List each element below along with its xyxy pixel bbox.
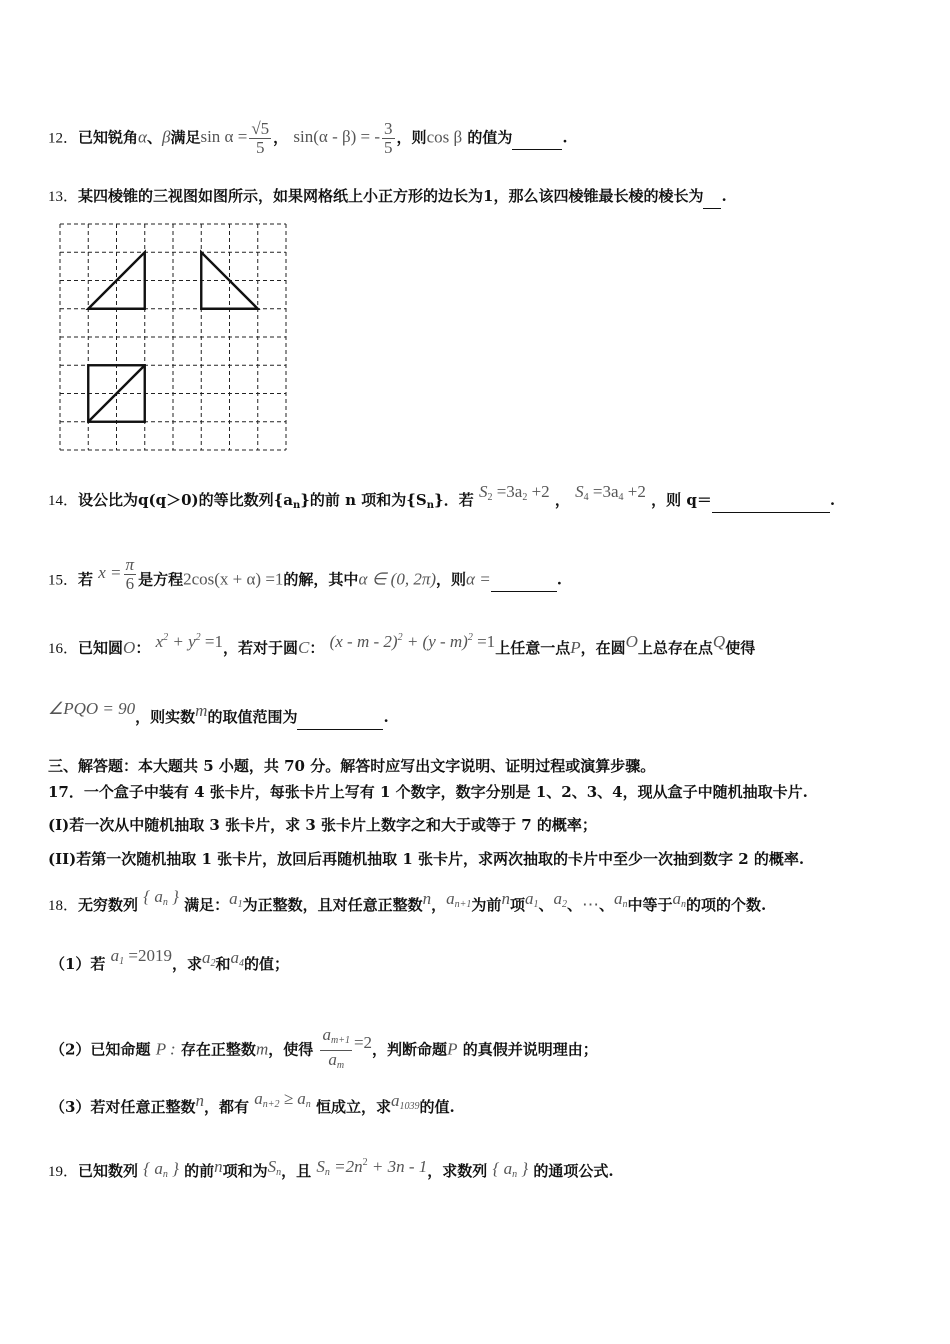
question-17-part-2: (II)若第一次随机抽取 1 张卡片，放回后再随机抽取 1 张卡片，求两次抽取的卡片中至少一次抽到数字 2 的概率. xyxy=(48,850,805,868)
math-text: (x - m - 2) xyxy=(329,632,398,651)
text: 中等于 xyxy=(627,896,673,914)
question-17: 17．一个盒子中装有 4 张卡片，每张卡片上写有 1 个数字，数字分别是 1、2、3、4，现从盒子中随机抽取卡片. xyxy=(48,783,808,801)
fraction xyxy=(124,556,137,593)
math-o: O xyxy=(625,632,638,651)
math-text: a xyxy=(524,889,534,908)
s2-formula xyxy=(479,482,550,501)
math-n: n xyxy=(214,1157,223,1176)
question-17-part-1: (I)若一次从中随机抽取 3 张卡片，求 3 张卡片上数字之和大于或等于 7 的概率； xyxy=(48,816,597,834)
text: 的值； xyxy=(244,955,290,973)
math-text: sin(α - β) = - xyxy=(293,127,381,147)
circle-o-equation xyxy=(156,632,223,651)
math-alpha: α xyxy=(138,127,147,147)
text: . xyxy=(556,570,562,589)
question-15 xyxy=(48,555,562,599)
math-a2 xyxy=(202,948,216,967)
question-16-continued xyxy=(48,699,389,730)
text: （2）已知命题 xyxy=(50,1040,151,1059)
math-angle: ∠PQO = 90 xyxy=(48,699,136,718)
inequality-formula xyxy=(254,1089,311,1108)
section-heading: 三、解答题：本大题共 5 小题，共 70 分。解答时应写出文字说明、证明过程或演算步骤。 xyxy=(48,757,656,775)
math-n: n xyxy=(422,889,432,908)
math-text: } xyxy=(517,1159,529,1178)
math-q: Q xyxy=(712,632,726,651)
subscript: 4 xyxy=(239,958,245,969)
text: 满足 xyxy=(170,128,201,147)
math-a1 xyxy=(525,889,539,908)
math-text: S xyxy=(267,1157,277,1176)
sequence-an xyxy=(493,1159,529,1178)
math-text: a xyxy=(672,889,682,908)
math-text: { a xyxy=(492,1159,513,1178)
three-view-figure xyxy=(58,222,290,458)
subscript: 1 xyxy=(237,899,243,910)
text: . xyxy=(562,128,568,147)
math-text: a xyxy=(202,948,211,967)
numerator: √5 xyxy=(251,119,270,138)
math-text: S xyxy=(316,1157,325,1176)
math-text: a xyxy=(614,889,623,908)
answer-blank[interactable] xyxy=(703,188,721,209)
math-text: α = xyxy=(466,569,491,589)
sin-alpha-formula xyxy=(200,119,273,157)
math-text: + (y - m) xyxy=(402,632,468,651)
math-text: } xyxy=(167,1159,179,1178)
sequence-an xyxy=(143,1159,179,1178)
text: 、 xyxy=(146,128,162,147)
subscript: 2 xyxy=(522,492,528,503)
superscript: 2 xyxy=(195,632,201,643)
text: 和 xyxy=(215,955,231,973)
subscript: m xyxy=(336,1060,345,1071)
math-cos-beta: cos β xyxy=(426,127,463,147)
math-sn xyxy=(268,1157,282,1176)
math-text: =2 xyxy=(353,1033,373,1053)
numerator: 3 xyxy=(384,119,393,138)
text: 存在正整数 xyxy=(180,1040,256,1059)
math-text: =3a xyxy=(496,482,523,501)
question-13 xyxy=(48,186,727,209)
question-18 xyxy=(48,887,767,921)
subscript: n xyxy=(305,1099,311,1110)
question-12 xyxy=(48,120,568,157)
text: 上任意一点 xyxy=(495,639,571,657)
text: ，在圆 xyxy=(580,639,626,657)
subscript: 4 xyxy=(583,492,589,503)
text: ， xyxy=(554,491,570,509)
a1-eq-2019 xyxy=(111,946,172,965)
math-interval: α ∈ (0, 2π) xyxy=(358,569,437,589)
subscript: m+1 xyxy=(330,1035,350,1046)
math-text: S xyxy=(575,482,584,501)
question-number: 19． xyxy=(48,1164,79,1180)
math-a4 xyxy=(231,948,245,967)
subscript: n+1 xyxy=(454,899,472,910)
subscript: 2 xyxy=(210,958,216,969)
text: ： xyxy=(135,639,151,657)
text: 的值. xyxy=(419,1098,455,1116)
text: ，则实数 xyxy=(135,708,196,726)
subscript: 1 xyxy=(119,956,125,967)
text: ： xyxy=(309,639,325,657)
math-text: +2 xyxy=(531,482,550,501)
math-text: + y xyxy=(168,632,196,651)
math-text: S xyxy=(478,482,488,501)
math-text: } xyxy=(167,887,179,906)
text: }．若 xyxy=(434,491,474,509)
math-a2 xyxy=(553,889,567,908)
text: 的解，其中 xyxy=(283,570,359,589)
question-number: 15． xyxy=(48,572,79,589)
text: 已知数列 xyxy=(78,1162,139,1180)
denominator: 5 xyxy=(255,138,265,157)
subscript: 2 xyxy=(487,492,493,503)
text: 、 xyxy=(598,896,614,914)
text: . xyxy=(829,491,836,509)
fraction xyxy=(382,120,395,157)
sin-diff-formula xyxy=(293,119,396,157)
denominator: 5 xyxy=(384,138,393,157)
text: ，都有 xyxy=(203,1098,249,1116)
math-an1 xyxy=(446,889,471,908)
text: 的真假并说明理由； xyxy=(462,1040,598,1059)
math-text: =1 xyxy=(472,632,496,651)
answer-blank[interactable] xyxy=(491,571,557,592)
subscript: n xyxy=(276,1167,282,1178)
text: 项和为 xyxy=(222,1162,268,1180)
text: ， xyxy=(431,896,447,914)
math-an xyxy=(614,889,628,908)
x-eq-pi-over-6 xyxy=(98,555,138,593)
math-text: a xyxy=(230,948,240,967)
question-16 xyxy=(48,634,755,659)
question-14 xyxy=(48,482,836,516)
math-a1 xyxy=(229,889,243,908)
text: 已知圆 xyxy=(78,639,124,657)
subscript: 1 xyxy=(533,899,539,910)
math-p: P xyxy=(447,1039,458,1059)
text: 无穷数列 xyxy=(78,896,139,914)
math-p: P : xyxy=(155,1039,176,1059)
text: 为正整数，且对任意正整数 xyxy=(242,896,423,914)
numerator: π xyxy=(125,555,135,574)
text: 、 xyxy=(566,896,582,914)
math-text: sin α = xyxy=(200,127,248,147)
superscript: 2 xyxy=(467,632,473,643)
superscript: 2 xyxy=(397,632,403,643)
superscript: 2 xyxy=(362,1157,368,1168)
text: 使得 xyxy=(725,639,756,657)
denominator xyxy=(320,1051,351,1075)
text: 设公比为q(q＞0)的等比数列{a xyxy=(78,491,293,509)
subscript: n xyxy=(293,500,301,511)
question-number: 14． xyxy=(48,493,79,509)
math-beta: β xyxy=(161,127,171,147)
text: 恒成立，求 xyxy=(316,1098,392,1116)
text: }的前 n 项和为{S xyxy=(300,491,427,509)
math-text: a xyxy=(254,1089,263,1108)
subscript: 1039 xyxy=(399,1101,420,1112)
math-text: x xyxy=(155,632,164,651)
answer-blank[interactable] xyxy=(712,492,830,513)
text: （1）若 xyxy=(50,955,106,973)
text: 上总存在点 xyxy=(637,639,713,657)
fraction xyxy=(249,120,271,157)
math-text: a xyxy=(322,1025,331,1044)
subscript: n xyxy=(512,1169,518,1180)
text: 的值为 xyxy=(467,128,513,147)
text: ，求 xyxy=(172,955,203,973)
math-p: P xyxy=(570,638,581,657)
text: 已知锐角 xyxy=(78,128,139,147)
ellipsis: ⋯ xyxy=(581,895,599,914)
math-text: + 3n - 1 xyxy=(367,1157,428,1176)
math-m: m xyxy=(195,701,208,720)
math-text: a xyxy=(446,889,455,908)
text: ，则 q＝ xyxy=(651,491,712,509)
text: ，判断命题 xyxy=(372,1040,448,1059)
text: 的取值范围为 xyxy=(207,708,298,726)
text: 为前 xyxy=(471,896,502,914)
text: ，若对于圆 xyxy=(222,639,298,657)
math-n: n xyxy=(195,1091,204,1110)
math-text: +2 xyxy=(627,482,646,501)
math-text: { a xyxy=(143,887,163,906)
math-text: =1 xyxy=(200,632,223,651)
math-an xyxy=(673,889,687,908)
circle-c-equation xyxy=(330,632,496,651)
text: 满足： xyxy=(184,896,230,914)
answer-blank[interactable] xyxy=(512,129,562,150)
text: 某四棱锥的三视图如图所示，如果网格纸上小正方形的边长为1，那么该四棱锥最长棱的棱长为 xyxy=(78,187,704,205)
subscript: n xyxy=(324,1167,330,1178)
text: . xyxy=(383,708,389,726)
answer-blank[interactable] xyxy=(297,709,383,730)
question-number: 18． xyxy=(48,898,79,914)
sequence-an xyxy=(143,887,179,906)
text: ，求数列 xyxy=(427,1162,488,1180)
question-18-part-3 xyxy=(50,1089,455,1123)
question-number: 16． xyxy=(48,641,79,657)
text: 若 xyxy=(78,570,94,589)
math-text: x = xyxy=(98,563,122,583)
text: （3）若对任意正整数 xyxy=(50,1098,196,1116)
s4-formula xyxy=(575,482,646,501)
subscript: 4 xyxy=(618,492,624,503)
math-text: a xyxy=(229,889,238,908)
subscript: n xyxy=(162,897,168,908)
math-text: a xyxy=(553,889,562,908)
subscript: n xyxy=(426,500,435,511)
subscript: n xyxy=(162,1169,168,1180)
superscript: 2 xyxy=(163,632,169,643)
text: ，使得 xyxy=(268,1040,314,1059)
question-19 xyxy=(48,1157,614,1187)
text: 是方程 xyxy=(138,570,184,589)
ratio-formula xyxy=(318,1025,373,1071)
text: ，则 xyxy=(436,570,467,589)
question-number: 13． xyxy=(48,189,79,205)
math-a1039 xyxy=(391,1091,420,1110)
math-text: =2n xyxy=(329,1157,363,1176)
denominator: 6 xyxy=(125,574,135,593)
math-text: =3a xyxy=(592,482,619,501)
text: ， xyxy=(273,128,289,147)
text: ，则 xyxy=(396,128,427,147)
numerator xyxy=(320,1026,351,1051)
subscript: 2 xyxy=(561,899,567,910)
text: ，且 xyxy=(281,1162,312,1180)
text: 的前 xyxy=(184,1162,215,1180)
text: 项 xyxy=(509,896,525,914)
math-text: a xyxy=(391,1091,400,1110)
math-text: ≥ a xyxy=(279,1089,306,1108)
math-c: C xyxy=(298,638,310,657)
text: 的项的个数. xyxy=(686,896,767,914)
math-text: a xyxy=(110,946,120,965)
text: 、 xyxy=(538,896,554,914)
text: . xyxy=(721,187,727,205)
math-equation: 2cos(x + α) =1 xyxy=(183,569,284,589)
math-m: m xyxy=(255,1039,269,1059)
math-text: { a xyxy=(143,1159,163,1178)
question-number: 12． xyxy=(48,130,79,147)
math-n: n xyxy=(501,889,510,908)
text: 的通项公式. xyxy=(533,1162,614,1180)
question-18-part-1 xyxy=(50,946,290,980)
question-18-part-2 xyxy=(50,1026,598,1075)
math-text: =2019 xyxy=(124,946,173,965)
subscript: n xyxy=(681,899,687,910)
math-text: a xyxy=(328,1050,337,1069)
fraction xyxy=(320,1026,351,1075)
sn-formula xyxy=(316,1157,427,1176)
math-o: O xyxy=(123,638,136,657)
subscript: n+2 xyxy=(262,1099,280,1110)
subscript: n xyxy=(622,899,628,910)
